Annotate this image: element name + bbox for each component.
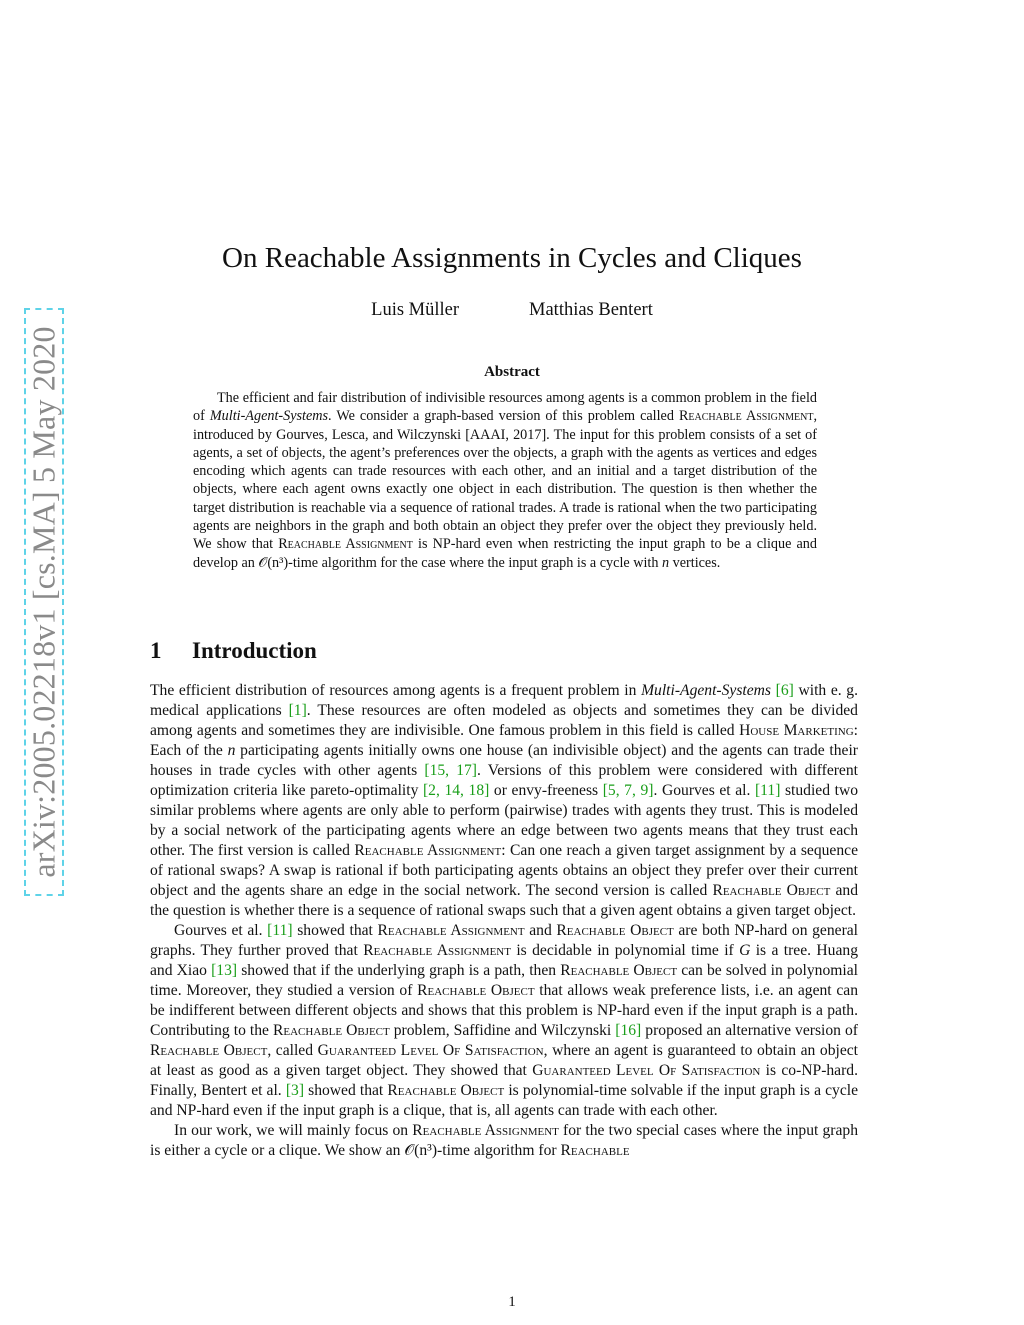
problem-name: Reachable Object	[150, 1042, 268, 1059]
citation-link[interactable]: [5, 7, 9]	[602, 782, 654, 799]
author-name: Luis Müller	[371, 300, 460, 320]
text-run: , where an agent is guaranteed to obtain an object at least as good as a given target object. They showed that	[150, 1042, 859, 1079]
text-run: is a tree. Huang and Xiao	[150, 942, 858, 979]
text-run: . These resources are often modeled as objects and sometimes they can be divided among agents and sometimes they are indivisible. One famous problem in this field is called	[150, 702, 858, 739]
author-list	[0, 300, 1024, 321]
text-run: with e. g. medical applications	[150, 682, 858, 719]
text-run: problem, Saffidine and Wilczynski	[389, 1022, 616, 1039]
problem-name: Reachable Assignment	[377, 922, 525, 939]
arxiv-side-stamp	[24, 308, 64, 896]
citation-link[interactable]: [11]	[267, 922, 293, 939]
problem-name: Guaranteed Level Of Satisfaction	[317, 1042, 544, 1059]
problem-name: Reachable Assignment	[678, 408, 814, 425]
paragraph	[150, 921, 858, 1121]
problem-name: Reachable Object	[387, 1082, 505, 1099]
text-run: The efficient distribution of resources among agents is a frequent problem in	[150, 682, 642, 699]
author-name: Matthias Bentert	[529, 300, 653, 320]
abstract-text	[193, 389, 817, 572]
problem-name: Reachable Object	[272, 1022, 390, 1039]
problem-name: Reachable Object	[417, 982, 535, 999]
problem-name: Reachable Assignment	[363, 942, 511, 959]
problem-name: Reachable Assignment	[354, 842, 502, 859]
citation-link[interactable]: [1]	[288, 702, 307, 719]
abstract-heading: Abstract	[484, 364, 540, 380]
text-run: are both NP-hard on general graphs. They further proved that	[150, 922, 859, 959]
text-run: can be solved in polynomial time. Moreover, they studied a version of	[150, 962, 858, 999]
paper-title: On Reachable Assignments in Cycles and Cliques	[222, 242, 802, 274]
math-variable: n	[662, 554, 670, 571]
citation-link[interactable]: [16]	[615, 1022, 642, 1039]
problem-name: House Marketing	[739, 722, 854, 739]
text-run: or envy-freeness	[489, 782, 603, 799]
emphasis: Multi-Agent-Systems	[641, 682, 771, 699]
arxiv-identifier: arXiv:2005.02218v1 [cs.MA] 5 May 2020	[25, 326, 62, 878]
citation-link[interactable]: [6]	[775, 682, 794, 699]
text-run: . Versions of this problem were considered with different optimization criteria like pareto-optimality	[150, 762, 858, 799]
problem-name: Reachable Object	[712, 882, 831, 899]
text-run: . Gourves et al.	[653, 782, 755, 799]
problem-name: Guaranteed Level Of Satisfaction	[532, 1062, 761, 1079]
text-run: Gourves et al.	[174, 922, 268, 939]
problem-name: Reachable Object	[560, 962, 678, 979]
citation-link[interactable]: [13]	[211, 962, 238, 979]
text-run: is polynomial-time solvable if the input graph is a cycle and NP-hard even if the input graph is a clique, that is, all agents can trade with each other.	[150, 1082, 858, 1119]
text-run: and	[524, 922, 557, 939]
problem-name: Reachable Assignment	[412, 1122, 559, 1139]
text-run: participating agents initially owns one house (an indivisible object) and the agents can trade their houses in trade cycles with other agents	[150, 742, 858, 779]
text-run: : Can one reach a given target assignment by a sequence of rational swaps? A swap is rational if both participating agents obtains an object they prefer over their current object and the agents share an edge in the social network. The second version is called	[150, 842, 858, 899]
text-run: is decidable in polynomial time if	[510, 942, 740, 959]
math-variable: n	[227, 742, 236, 759]
section-number: 1	[150, 638, 162, 663]
text-run: : Each of the	[150, 722, 858, 759]
problem-name: Reachable Assignment	[278, 536, 413, 553]
text-run: , called	[267, 1042, 318, 1059]
text-run: vertices.	[669, 554, 721, 571]
emphasis: Multi-Agent-Systems	[209, 408, 329, 425]
page-number: 1	[508, 1294, 516, 1310]
text-run: . We consider a graph-based version of this problem called	[328, 408, 679, 425]
text-run: showed that	[292, 922, 378, 939]
text-run: The efficient and fair distribution of indivisible resources among agents is a common problem in the field of	[193, 390, 817, 425]
paragraph	[150, 681, 858, 921]
text-run: for the two special cases where the input graph is either a cycle or a clique. We show an 𝒪(n³)-time algorithm for	[150, 1122, 859, 1159]
text-run: showed that if the underlying graph is a path, then	[237, 962, 561, 979]
text-run: showed that	[304, 1082, 388, 1099]
section-body	[150, 681, 858, 1161]
citation-link[interactable]: [3]	[285, 1082, 305, 1099]
problem-name: Reachable	[560, 1142, 630, 1159]
citation-link[interactable]: [11]	[754, 782, 781, 799]
text-run: and the question is whether there is a sequence of rational swaps such that a given agent obtains a given target object.	[150, 882, 859, 919]
citation-link[interactable]: [2, 14, 18]	[422, 782, 490, 799]
math-variable: G	[739, 942, 751, 959]
text-run: studied two similar problems where agents are only able to perform (pairwise) trades with agents they trust. This is modeled by a social network of the participating agents where an edge between two agents means that they trust each other. The first version is called	[150, 782, 859, 859]
text-run: In our work, we will mainly focus on	[174, 1122, 413, 1139]
text-run: that allows weak preference lists, i.e. an agent can be indifferent between different objects and shows that this problem is NP-hard even if the input graph is a path. Contributing to the	[150, 982, 858, 1039]
problem-name: Reachable Object	[556, 922, 674, 939]
text-run: proposed an alternative version of	[641, 1022, 858, 1039]
text-run: is co-NP-hard. Finally, Bentert et al.	[150, 1062, 858, 1099]
text-run: is NP-hard even when restricting the input graph to be a clique and develop an 𝒪(n³)-time algorithm for the case where the input graph is a cycle with	[193, 536, 817, 571]
section-title: Introduction	[192, 638, 317, 663]
text-run: , introduced by Gourves, Lesca, and Wilczynski [AAAI, 2017]. The input for this problem consists of a set of agents, a set of objects, the agent’s preferences over the objects, a graph with the agents as vertices and edges encoding which agents can trade resources with each other, and an initial and a target distribution of the objects, where each agent owns exactly one object in each distribution. The question is then whether the target distribution is reachable via a sequence of rational trades. A trade is rational when the two participating agents are neighbors in the graph and both obtain an object they prefer over the object they previously held. We show that	[193, 408, 817, 553]
section-heading	[150, 638, 317, 664]
citation-link[interactable]: [15, 17]	[424, 762, 477, 779]
paragraph	[150, 1121, 858, 1161]
